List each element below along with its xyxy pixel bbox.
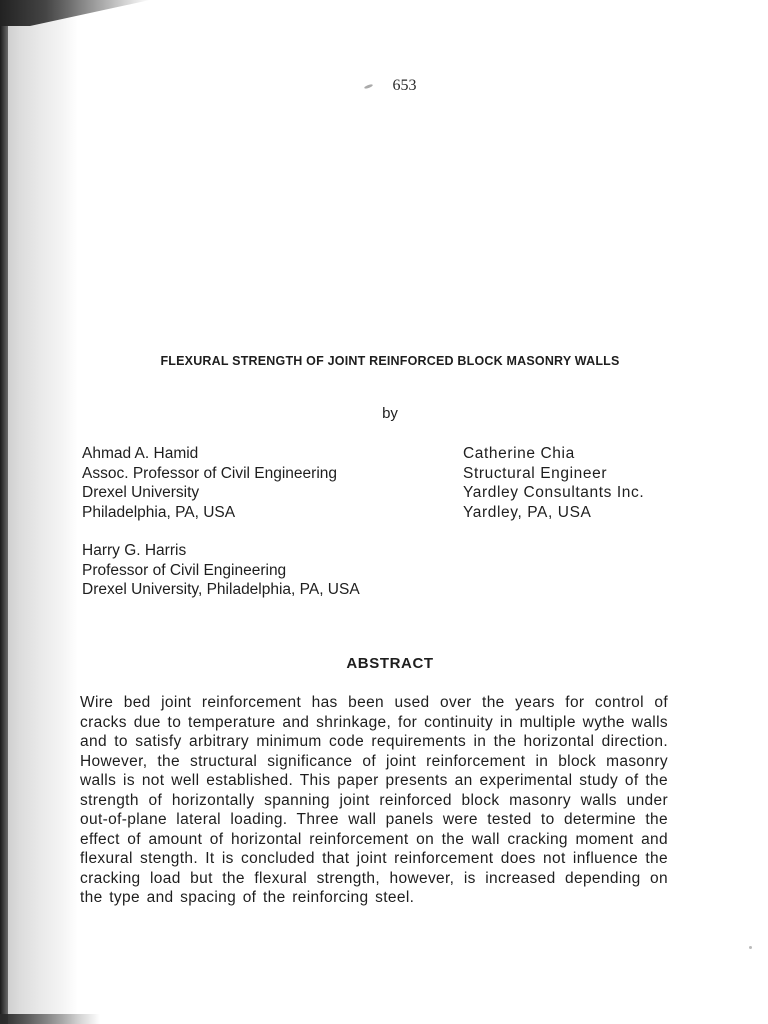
byline: by (382, 405, 398, 422)
author-name: Harry G. Harris (82, 542, 187, 559)
author-name: Ahmad A. Hamid (82, 445, 199, 462)
author-name: Catherine Chia (463, 445, 575, 462)
abstract-heading: ABSTRACT (346, 655, 434, 672)
paper-title: FLEXURAL STRENGTH OF JOINT REINFORCED BLOCK MASONRY WALLS (160, 354, 620, 368)
author-organization: Yardley Consultants Inc. (463, 484, 645, 501)
author-position: Professor of Civil Engineering (82, 561, 287, 579)
author-position: Assoc. Professor of Civil Engineering (82, 464, 338, 482)
author-block-harris (82, 541, 360, 600)
author-location: Philadelphia, PA, USA (82, 503, 236, 521)
author-block-hamid (82, 444, 337, 522)
page-number: 653 (392, 77, 417, 94)
ink-smudge (363, 83, 372, 89)
abstract-text: Wire bed joint reinforcement has been used over the years for control of cracks due to temperature and shrinkage, for continuity in multiple wythe walls and to satisfy arbitrary minimum code requirements in the horizontal direction. However, the structural significance of joint reinforcement in block masonry walls is not well established. This paper presents an experimental study of the strength of horizontally spanning joint reinforced block masonry walls under out-of-plane lateral loading. Three wall panels were tested to determine the effect of amount of horizontal reinforcement on the wall cracking moment and flexural stength. It is concluded that joint reinforcement does not influence the cracking load but the flexural strength, however, is increased depending on the type and spacing of the reinforcing steel. (80, 694, 668, 906)
author-block-chia (463, 444, 644, 522)
author-affiliation: Drexel University, Philadelphia, PA, USA (82, 581, 360, 598)
scan-speck (749, 946, 752, 949)
binding-edge (0, 0, 8, 1024)
author-position: Structural Engineer (463, 464, 608, 482)
author-organization: Drexel University (82, 484, 200, 501)
page-bottom-shadow (0, 1014, 100, 1024)
author-location: Yardley, PA, USA (463, 503, 592, 521)
page-number-line (0, 77, 768, 95)
page-gutter-shadow (0, 0, 78, 1024)
